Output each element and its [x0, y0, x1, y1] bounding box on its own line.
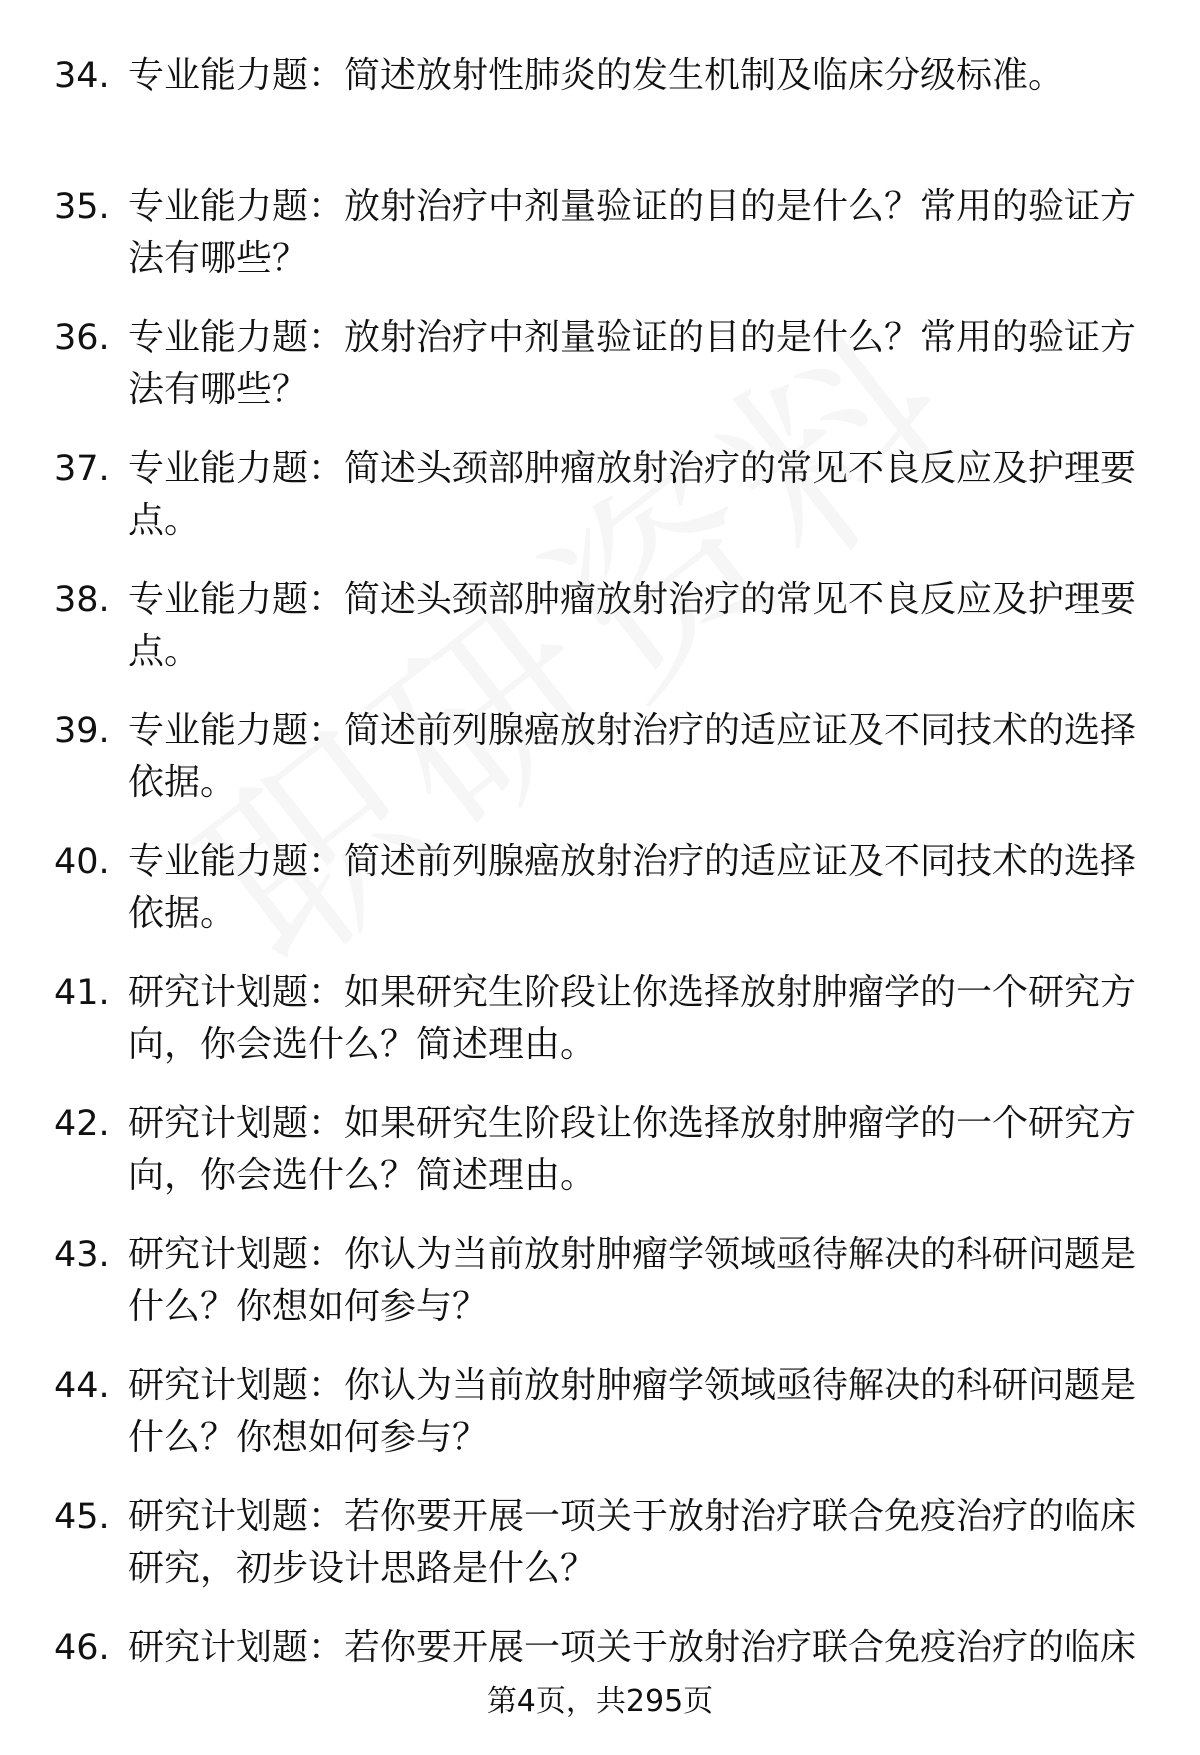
question-number: 40.: [54, 842, 110, 882]
question-number: 38.: [54, 580, 110, 620]
question-text: 研究计划题：你认为当前放射肿瘤学领域亟待解决的科研问题是什么？你想如何参与？: [128, 1365, 1137, 1458]
question-number: 35.: [54, 187, 110, 227]
question-number: 45.: [54, 1497, 110, 1537]
question-text: 专业能力题：简述头颈部肿瘤放射治疗的常见不良反应及护理要点。: [128, 448, 1137, 541]
question-item: [0, 1360, 1200, 1491]
question-item: [0, 181, 1200, 312]
question-text: 专业能力题：简述前列腺癌放射治疗的适应证及不同技术的选择依据。: [128, 710, 1137, 803]
question-item: [0, 1229, 1200, 1360]
page-footer: [0, 1682, 1200, 1722]
question-text: 专业能力题：放射治疗中剂量验证的目的是什么？常用的验证方法有哪些？: [128, 186, 1137, 279]
question-text: 专业能力题：简述头颈部肿瘤放射治疗的常见不良反应及护理要点。: [128, 579, 1137, 672]
question-text: 研究计划题：你认为当前放射肿瘤学领域亟待解决的科研问题是什么？你想如何参与？: [128, 1234, 1137, 1327]
question-item: [0, 836, 1200, 967]
question-number: 37.: [54, 449, 110, 489]
question-list: [0, 50, 1200, 1753]
question-item: [0, 574, 1200, 705]
question-text: 专业能力题：放射治疗中剂量验证的目的是什么？常用的验证方法有哪些？: [128, 317, 1137, 410]
question-text: 研究计划题：若你要开展一项关于放射治疗联合免疫治疗的临床研究，初步设计思路是什么？: [128, 1496, 1137, 1589]
page-number-label: 第4页，共295页: [486, 1684, 714, 1719]
question-number: 46.: [54, 1628, 110, 1668]
question-item: [0, 705, 1200, 836]
question-text: 专业能力题：简述前列腺癌放射治疗的适应证及不同技术的选择依据。: [128, 841, 1137, 934]
question-number: 34.: [54, 56, 110, 96]
question-item: [0, 967, 1200, 1098]
question-item: [0, 1491, 1200, 1622]
question-text: 研究计划题：若你要开展一项关于放射治疗联合免疫治疗的临床: [128, 1627, 1137, 1668]
question-number: 44.: [54, 1366, 110, 1406]
question-number: 39.: [54, 711, 110, 751]
question-text: 专业能力题：简述放射性肺炎的发生机制及临床分级标准。: [128, 55, 1065, 96]
question-text: 研究计划题：如果研究生阶段让你选择放射肿瘤学的一个研究方向，你会选什么？简述理由。: [128, 972, 1137, 1065]
question-item: [0, 50, 1200, 181]
question-number: 43.: [54, 1235, 110, 1275]
question-number: 36.: [54, 318, 110, 358]
question-number: 42.: [54, 1104, 110, 1144]
question-item: [0, 443, 1200, 574]
question-item: [0, 312, 1200, 443]
question-item: [0, 1098, 1200, 1229]
question-number: 41.: [54, 973, 110, 1013]
question-text: 研究计划题：如果研究生阶段让你选择放射肿瘤学的一个研究方向，你会选什么？简述理由。: [128, 1103, 1137, 1196]
